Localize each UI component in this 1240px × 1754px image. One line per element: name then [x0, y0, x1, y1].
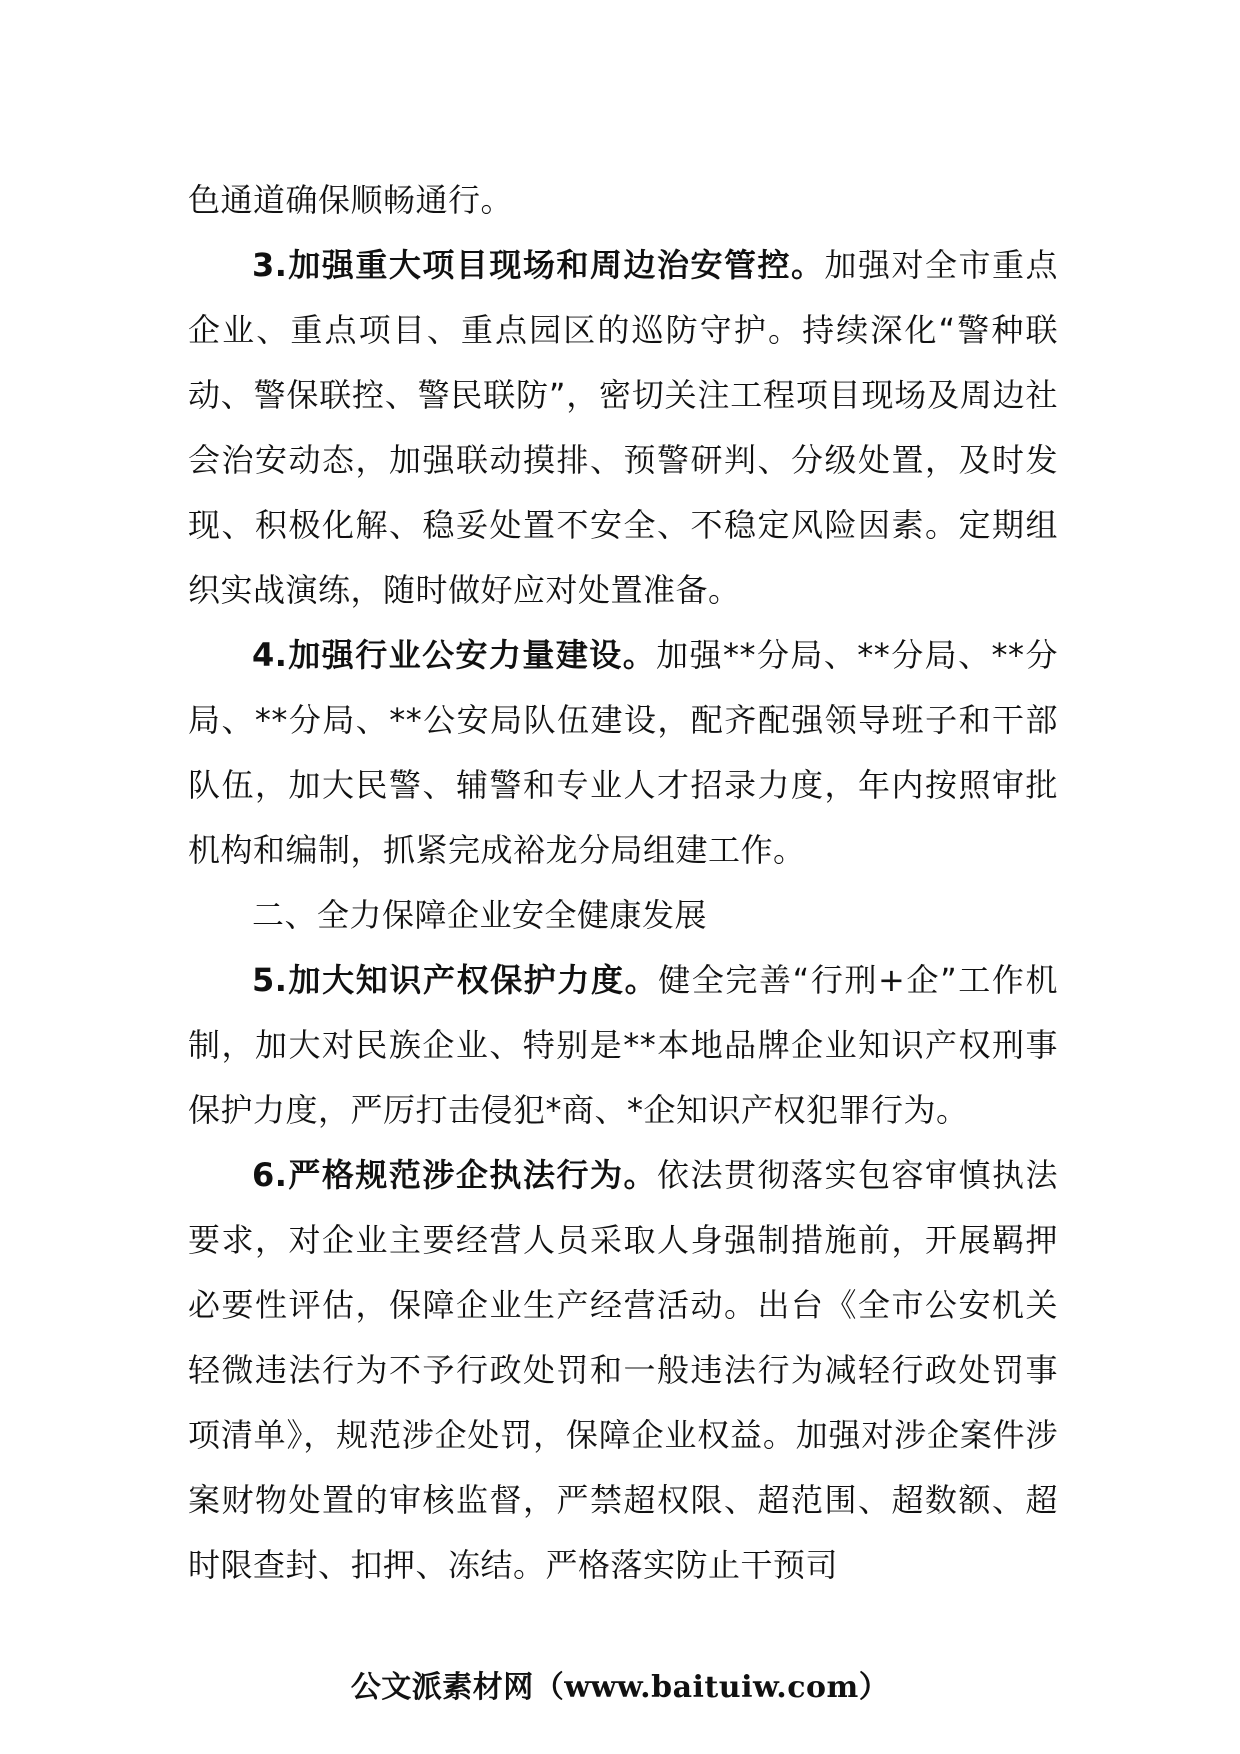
paragraph-text: 健全完善“行刑+企”工作机制，加大对民族企业、特别是**本地品牌企业知识产权刑事保护力度，严厉打击侵犯*商、*企知识产权犯罪行为。 — [188, 961, 1058, 1129]
paragraph-text: 加强**分局、**分局、**分局、**分局、**公安局队伍建设，配齐配强领导班子和干部队伍，加大民警、辅警和专业人才招录力度，年内按照审批机构和编制，抓紧完成裕龙分局组建工作。 — [188, 636, 1058, 869]
paragraph-text: 依法贯彻落实包容审慎执法要求，对企业主要经营人员采取人身强制措施前，开展羁押必要性评估，保障企业生产经营活动。出台《全市公安机关轻微违法行为不予行政处罚和一般违法行为减轻行政处罚事项清单》，规范涉企处罚，保障企业权益。加强对涉企案件涉案财物处置的审核监督，严禁超权限、超范围、超数额、超时限查封、扣押、冻结。严格落实防止干预司 — [188, 1156, 1058, 1584]
section-heading-text: 二、全力保障企业安全健康发展 — [252, 896, 708, 934]
section-heading-2 — [188, 883, 1058, 948]
footer-watermark: 公文派素材网（www.baituiw.com） — [350, 1670, 890, 1705]
item-heading: 5.加大知识产权保护力度。 — [252, 961, 659, 999]
item-heading: 6.严格规范涉企执法行为。 — [252, 1156, 657, 1194]
item-heading: 3.加强重大项目现场和周边治安管控。 — [252, 246, 825, 284]
paragraph-item-3 — [188, 233, 1058, 623]
paragraph-text: 加强对全市重点企业、重点项目、重点园区的巡防守护。持续深化“警种联动、警保联控、警民联防”，密切关注工程项目现场及周边社会治安动态，加强联动摸排、预警研判、分级处置，及时发现、积极化解、稳妥处置不安全、不稳定风险因素。定期组织实战演练，随时做好应对处置准备。 — [188, 246, 1058, 609]
paragraph-item-6 — [188, 1143, 1058, 1598]
paragraph-text: 色通道确保顺畅通行。 — [188, 181, 514, 219]
document-body — [188, 168, 1058, 1598]
item-heading: 4.加强行业公安力量建设。 — [252, 636, 657, 674]
paragraph-item-5 — [188, 948, 1058, 1143]
paragraph-continuation — [188, 168, 1058, 233]
paragraph-item-4 — [188, 623, 1058, 883]
